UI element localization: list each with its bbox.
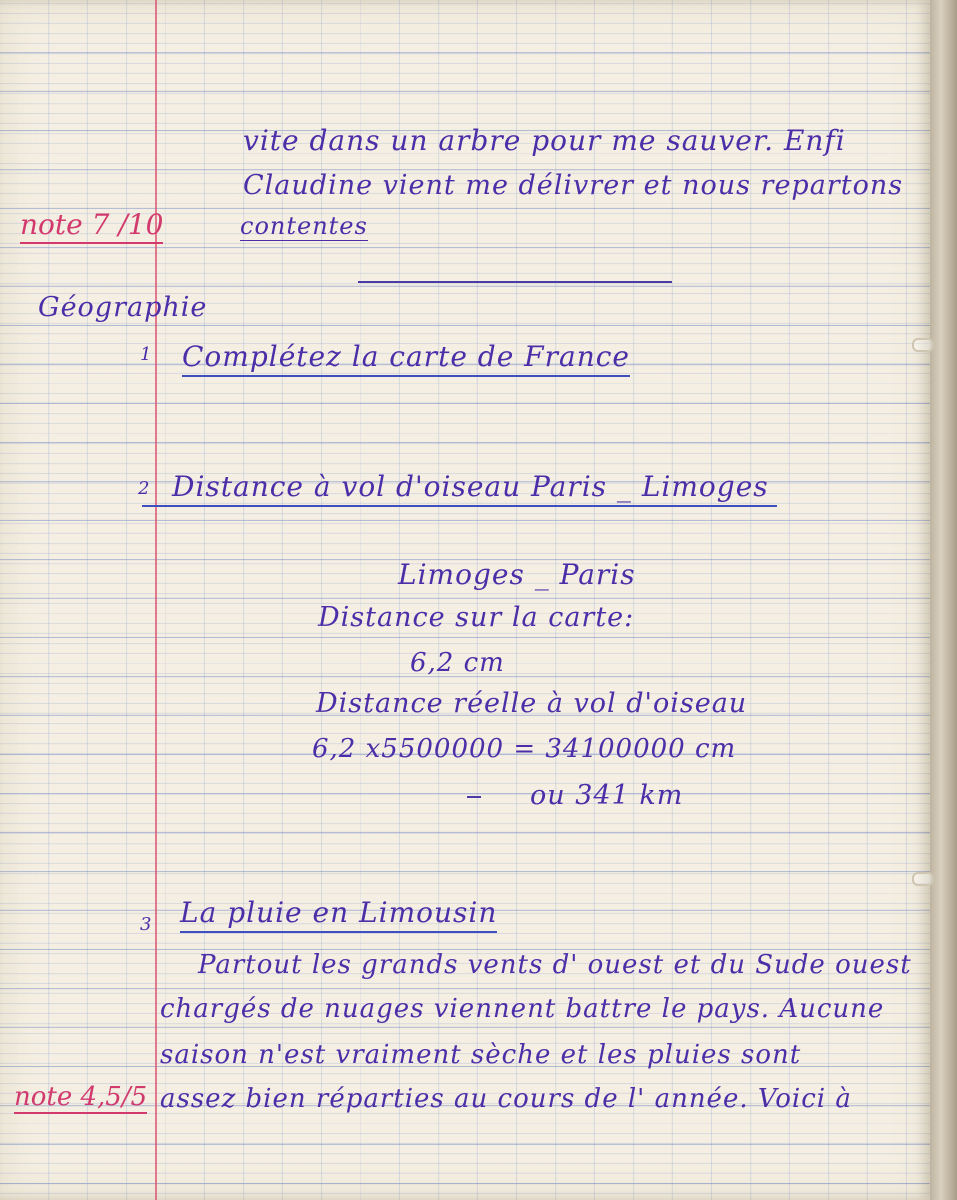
- question-2-title: Distance à vol d'oiseau Paris _ Limoges: [142, 470, 777, 507]
- calc-line-3: 6,2 cm: [410, 648, 505, 678]
- calc-line-5: 6,2 x5500000 = 34100000 cm: [312, 734, 737, 764]
- text-line-3: contentes: [240, 212, 368, 240]
- question-1-title: Complétez la carte de France: [182, 340, 630, 377]
- paragraph-line-3: saison n'est vraiment sèche et les pluies sont: [160, 1040, 802, 1070]
- grade-note-2: note 4,5/5: [14, 1082, 148, 1112]
- text-line-1: vite dans un arbre pour me sauver. Enfi: [243, 124, 846, 157]
- binding-stitch: [912, 872, 934, 886]
- grade-note-1: note 7 /10: [20, 208, 163, 244]
- text-line-2: Claudine vient me délivrer et nous repartons: [243, 170, 904, 201]
- question-2-number: 2: [138, 478, 151, 499]
- calc-line-2: Distance sur la carte:: [318, 602, 635, 633]
- page-edge: [930, 0, 957, 1200]
- question-1-number: 1: [140, 344, 153, 365]
- section-divider: [358, 281, 672, 283]
- calc-line-6: ou 341 km: [530, 780, 684, 811]
- subject-heading: Géographie: [38, 292, 208, 323]
- question-3-number: 3: [140, 914, 153, 935]
- calc-line-4: Distance réelle à vol d'oiseau: [316, 688, 748, 719]
- binding-stitch: [912, 338, 934, 352]
- paragraph-line-1: Partout les grands vents d' ouest et du Sude ouest: [198, 950, 912, 980]
- calc-dash: [467, 796, 481, 798]
- paragraph-line-4: assez bien réparties au cours de l' année. Voici à: [160, 1084, 852, 1114]
- question-3-title: La pluie en Limousin: [180, 896, 497, 933]
- margin-line: [155, 0, 157, 1200]
- paragraph-line-2: chargés de nuages viennent battre le pays. Aucune: [160, 994, 885, 1024]
- calc-line-1: Limoges _ Paris: [398, 558, 636, 591]
